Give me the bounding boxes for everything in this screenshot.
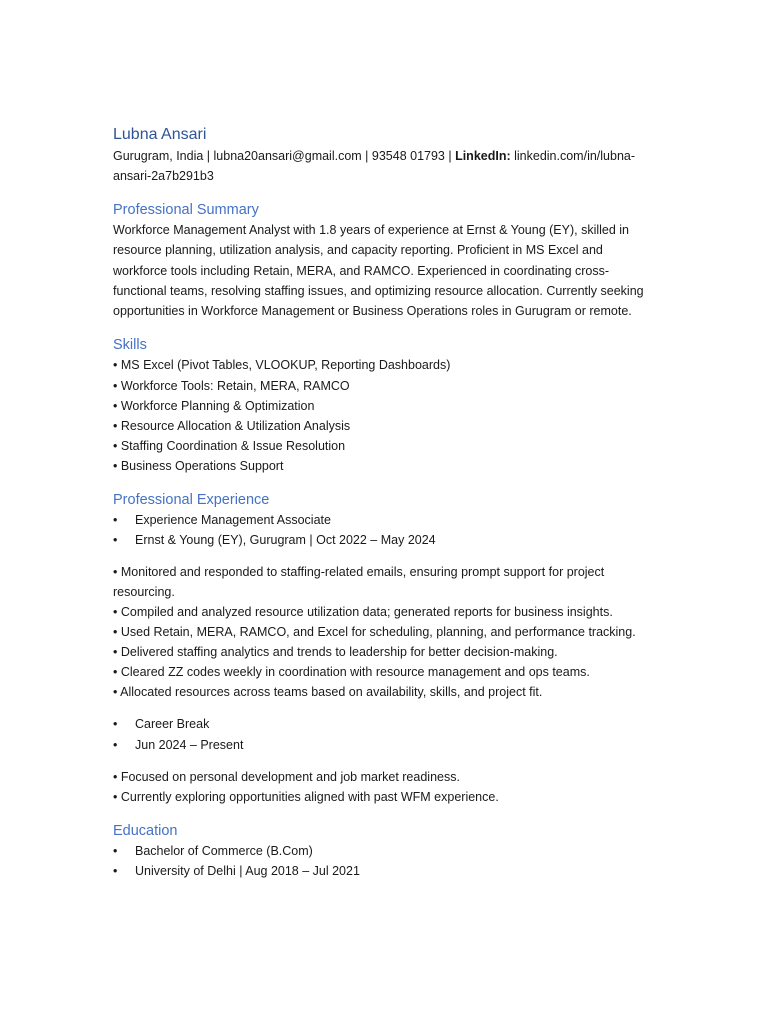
linkedin-label: LinkedIn: bbox=[455, 149, 511, 163]
job1-org bbox=[113, 530, 658, 550]
bullet-icon: • bbox=[113, 513, 118, 528]
job2-role bbox=[113, 714, 658, 734]
summary-text: Workforce Management Analyst with 1.8 years of experience at Ernst & Young (EY), skilled in resource planning, utilization analysis, and capacity reporting. Proficient in MS Excel and workforce tools including Retain, MERA, and RAMCO. Experienced in coordinating cross-functional teams, resolving staffing issues, and optimizing resource allocation. Currently seeking opportunities in Workforce Management or Business Operations roles in Gurugram or remote. bbox=[113, 223, 644, 319]
school-text: University of Delhi | Aug 2018 – Jul 2021 bbox=[135, 864, 360, 879]
duty-item: • Used Retain, MERA, RAMCO, and Excel for scheduling, planning, and performance tracking. bbox=[113, 624, 636, 639]
bullet-icon: • bbox=[113, 717, 118, 732]
bullet-icon: • bbox=[113, 844, 118, 859]
job2-role-text: Career Break bbox=[135, 717, 210, 732]
bullet-icon: • bbox=[113, 533, 118, 548]
education-school bbox=[113, 861, 658, 881]
education-heading: Education bbox=[113, 823, 178, 840]
job2-org bbox=[113, 735, 658, 755]
skill-item: • Resource Allocation & Utilization Analysis bbox=[113, 418, 351, 433]
education-list bbox=[113, 841, 658, 882]
skill-item: • Business Operations Support bbox=[113, 458, 284, 473]
duty-item: • Compiled and analyzed resource utilization data; generated reports for business insights. bbox=[113, 604, 613, 619]
job1-role bbox=[113, 510, 658, 530]
bullet-icon: • bbox=[113, 737, 118, 752]
contact-line bbox=[113, 146, 658, 186]
job1-role-text: Experience Management Associate bbox=[135, 513, 331, 528]
skill-item: • Workforce Planning & Optimization bbox=[113, 398, 315, 413]
duty-item: • Cleared ZZ codes weekly in coordination with resource management and ops teams. bbox=[113, 665, 590, 680]
job1-duties bbox=[113, 562, 658, 703]
contact-details: Gurugram, India | lubna20ansari@gmail.com | 93548 01793 | bbox=[113, 149, 456, 163]
duty-item: • Currently exploring opportunities aligned with past WFM experience. bbox=[113, 789, 499, 804]
duty-item: • Delivered staffing analytics and trends to leadership for better decision-making. bbox=[113, 645, 558, 660]
summary-heading: Professional Summary bbox=[113, 202, 259, 218]
duty-item: • Monitored and responded to staffing-related emails, ensuring prompt support for project resourcing. bbox=[113, 564, 605, 599]
duty-item: • Focused on personal development and job market readiness. bbox=[113, 769, 460, 784]
skill-item: • Staffing Coordination & Issue Resolution bbox=[113, 438, 346, 453]
duty-item: • Allocated resources across teams based on availability, skills, and project fit. bbox=[113, 685, 543, 700]
candidate-name: Lubna Ansari bbox=[113, 126, 207, 143]
skills-list bbox=[113, 355, 658, 476]
skill-item: • Workforce Tools: Retain, MERA, RAMCO bbox=[113, 378, 350, 393]
job2-org-text: Jun 2024 – Present bbox=[135, 737, 244, 752]
education-degree bbox=[113, 841, 658, 861]
bullet-icon: • bbox=[113, 864, 118, 879]
job2-header-list bbox=[113, 714, 658, 755]
resume-page bbox=[113, 124, 658, 882]
job1-org-text: Ernst & Young (EY), Gurugram | Oct 2022 – May 2024 bbox=[135, 533, 436, 548]
degree-text: Bachelor of Commerce (B.Com) bbox=[135, 844, 313, 859]
skill-item: • MS Excel (Pivot Tables, VLOOKUP, Reporting Dashboards) bbox=[113, 358, 451, 373]
skills-heading: Skills bbox=[113, 337, 147, 354]
job2-duties bbox=[113, 767, 658, 807]
linkedin-url: linkedin.com/in/lubna-ansari-2a7b291b3 bbox=[113, 149, 636, 183]
job1-header-list bbox=[113, 510, 658, 551]
experience-heading: Professional Experience bbox=[113, 492, 270, 509]
